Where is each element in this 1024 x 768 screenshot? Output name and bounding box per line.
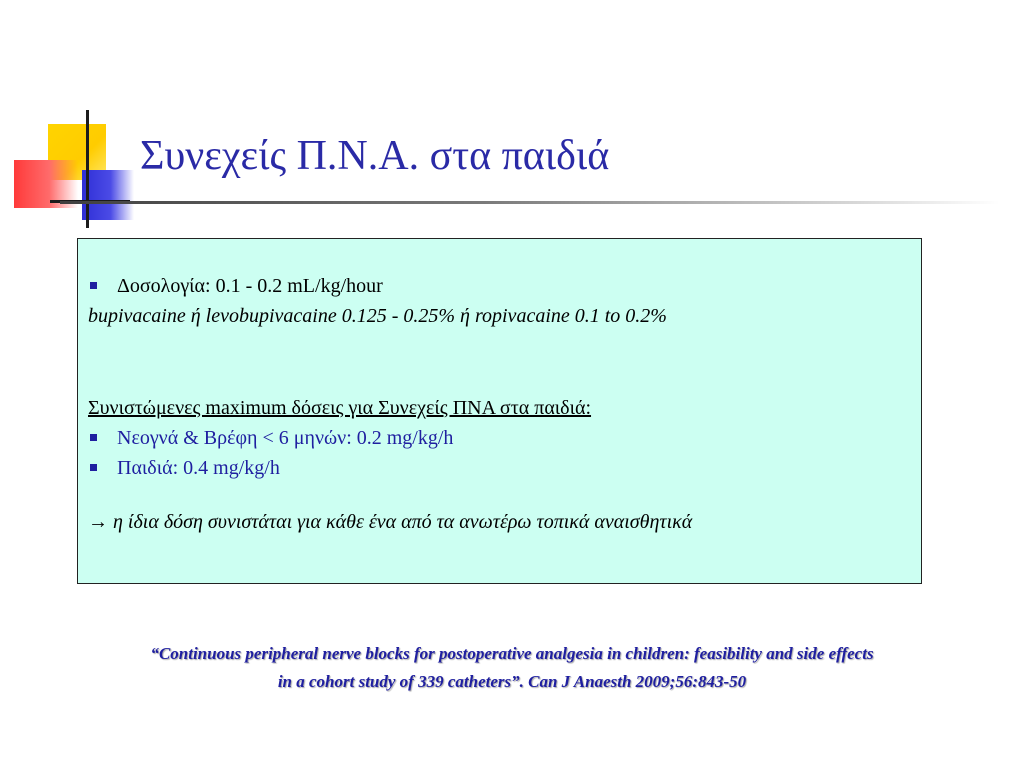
citation: [0, 640, 1024, 696]
note-text: → η ίδια δόση συνιστάται για κάθε ένα από τα ανωτέρω τοπικά αναισθητικά: [88, 511, 693, 533]
stacked-squares-logo-icon: [0, 0, 140, 240]
max-dose-heading: Συνιστώμενες maximum δόσεις για Συνεχείς ΠΝΑ στα παιδιά:: [88, 397, 592, 419]
title-underline-divider: [60, 201, 1000, 204]
logo-blue-square: [82, 170, 134, 220]
neonates-item: [88, 423, 911, 453]
children-text: Παιδιά: 0.4 mg/kg/h: [117, 457, 280, 479]
logo-vertical-line: [86, 110, 89, 228]
content-box: [77, 238, 922, 584]
children-item: [88, 453, 911, 483]
square-bullet-icon: [90, 282, 97, 289]
dosage-text: Δοσολογία: 0.1 - 0.2 mL/kg/hour: [117, 275, 383, 297]
citation-line-1: “Continuous peripheral nerve blocks for postoperative analgesia in children: feasibility and side effects: [150, 644, 874, 663]
drugs-text: bupivacaine ή levobupivacaine 0.125 - 0.25% ή ropivacaine 0.1 to 0.2%: [88, 305, 667, 327]
square-bullet-icon: [90, 434, 97, 441]
slide-title: Συνεχείς Π.Ν.Α. στα παιδιά: [140, 133, 610, 179]
dosage-item: [88, 271, 911, 301]
square-bullet-icon: [90, 464, 97, 471]
citation-line-2: in a cohort study of 339 catheters”. Can J Anaesth 2009;56:843-50: [277, 672, 747, 691]
neonates-text: Νεογνά & Βρέφη < 6 μηνών: 0.2 mg/kg/h: [117, 427, 454, 449]
